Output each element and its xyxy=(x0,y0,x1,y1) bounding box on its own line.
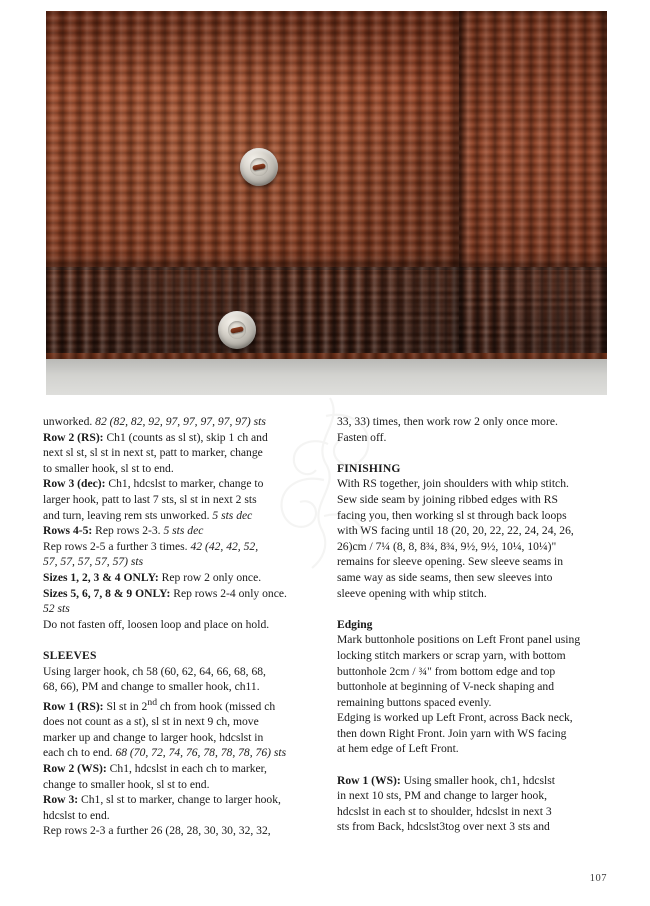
paragraph-spacer xyxy=(337,757,603,773)
text-run: ch from hook (missed ch xyxy=(157,699,276,713)
text-line xyxy=(43,445,309,461)
text-run: remains for sleeve opening. Sew sleeve seams in xyxy=(337,555,564,569)
text-line xyxy=(43,601,309,617)
text-run: sts from Back, hdcslst3tog over next 3 sts and xyxy=(337,820,550,834)
text-run: remaining buttons spaced evenly. xyxy=(337,695,492,709)
text-line xyxy=(43,430,309,446)
text-line xyxy=(43,586,309,602)
text-line xyxy=(337,773,603,789)
text-run: with WS facing until 18 (20, 20, 22, 22, 24, 24, 26, xyxy=(337,524,574,538)
text-run: 5 sts dec xyxy=(163,524,204,538)
text-run: Row 3: xyxy=(43,793,79,807)
text-run: larger hook, patt to last 7 sts, sl st in next 2 sts xyxy=(43,492,257,506)
text-line xyxy=(337,492,603,508)
text-run: Ch1, sl st to marker, change to larger hook, xyxy=(78,793,281,807)
text-run: to smaller hook, sl st to end. xyxy=(43,461,174,475)
text-run: 68 (70, 72, 74, 76, 78, 78, 78, 76) sts xyxy=(115,746,287,760)
text-run: unworked. xyxy=(43,415,96,428)
text-line xyxy=(337,664,603,680)
text-line xyxy=(337,632,603,648)
section-heading-finishing-heading: FINISHING xyxy=(337,461,401,475)
text-line xyxy=(43,476,309,492)
paragraph-spacer xyxy=(337,601,603,617)
text-line xyxy=(337,788,603,804)
text-run: Sizes 5, 6, 7, 8 & 9 ONLY: xyxy=(43,586,171,600)
text-run: next sl st, sl st in next st, patt to marker, change xyxy=(43,446,263,460)
text-line xyxy=(43,792,309,808)
right-text-column xyxy=(337,414,603,835)
text-line xyxy=(337,430,603,446)
text-run: Row 1 (WS): xyxy=(337,773,401,787)
text-line xyxy=(337,710,603,726)
text-line xyxy=(43,745,309,761)
text-run: Row 3 (dec): xyxy=(43,477,106,491)
text-run: Row 1 (RS): xyxy=(43,699,104,713)
text-line xyxy=(337,804,603,820)
page-number: 107 xyxy=(589,873,607,884)
text-run: Using larger hook, ch 58 (60, 62, 64, 66, 68, 68, xyxy=(43,664,266,678)
text-run: Row 2 (WS): xyxy=(43,761,107,775)
text-run: Rep rows 2-5 a further 3 times. xyxy=(43,539,191,553)
text-line xyxy=(43,508,309,524)
text-run: hdcslst to end. xyxy=(43,808,110,822)
text-line xyxy=(337,586,603,602)
text-line xyxy=(43,761,309,777)
paragraph-spacer xyxy=(337,445,603,461)
text-line xyxy=(43,523,309,539)
text-line xyxy=(43,695,309,714)
text-run: buttonhole 2cm / ¾" from bottom edge and top xyxy=(337,664,556,678)
text-run: Ch1, hdcslst to marker, change to xyxy=(105,477,264,491)
text-line xyxy=(337,476,603,492)
text-run: locking stitch markers or scrap yarn, with bottom xyxy=(337,648,566,662)
text-line xyxy=(43,554,309,570)
text-run: Mark buttonhole positions on Left Front panel using xyxy=(337,633,581,647)
text-run: 42 (42, 42, 52, xyxy=(190,539,259,553)
text-line xyxy=(337,819,603,835)
ribbed-hem xyxy=(46,267,607,363)
text-line xyxy=(43,539,309,555)
text-run: same way as side seams, then sew sleeves into xyxy=(337,570,553,584)
text-line xyxy=(43,492,309,508)
text-run: facing you, then working sl st through back loops xyxy=(337,508,567,522)
upper-button-icon xyxy=(240,148,278,186)
text-line xyxy=(337,554,603,570)
photo-backdrop xyxy=(46,359,607,395)
text-run: Row 2 (RS): xyxy=(43,430,104,444)
text-run: does not count as a st), sl st in next 9 ch, move xyxy=(43,715,259,729)
text-run: Fasten off. xyxy=(337,430,387,444)
text-line xyxy=(43,414,309,430)
lower-button-icon xyxy=(218,311,256,349)
text-run: buttonhole at beginning of V-neck shaping and xyxy=(337,680,555,694)
text-line xyxy=(337,695,603,711)
text-run: change to smaller hook, sl st to end. xyxy=(43,777,210,791)
text-line xyxy=(337,570,603,586)
text-run: 26)cm / 7¼ (8, 8, 8¾, 8¾, 9½, 9½, 10¼, 10¼)" xyxy=(337,539,557,553)
pattern-photograph xyxy=(46,11,607,395)
text-run: and turn, leaving rem sts unworked. xyxy=(43,508,213,522)
text-line xyxy=(43,823,309,839)
text-run: Rows 4-5: xyxy=(43,524,93,538)
text-run: each ch to end. xyxy=(43,746,116,760)
text-run: Do not fasten off, loosen loop and place on hold. xyxy=(43,617,270,631)
text-run: 82 (82, 82, 92, 97, 97, 97, 97, 97) sts xyxy=(95,415,266,428)
text-run: at hem edge of Left Front. xyxy=(337,742,459,756)
text-line xyxy=(337,741,603,757)
text-run: nd xyxy=(147,696,158,708)
text-line xyxy=(43,461,309,477)
text-run: 5 sts dec xyxy=(212,508,253,522)
text-run: Ch1 (counts as sl st), skip 1 ch and xyxy=(103,430,268,444)
section-heading-sleeves-heading: SLEEVES xyxy=(43,648,97,662)
text-line xyxy=(43,714,309,730)
text-run: Sizes 1, 2, 3 & 4 ONLY: xyxy=(43,570,159,584)
text-line xyxy=(43,730,309,746)
text-run: 52 sts xyxy=(43,602,70,616)
text-run: Using smaller hook, ch1, hdcslst xyxy=(400,773,556,787)
text-run: Sew side seam by joining ribbed edges with RS xyxy=(337,492,558,506)
text-line xyxy=(43,679,309,695)
text-run: 57, 57, 57, 57, 57) sts xyxy=(43,555,144,569)
text-line xyxy=(43,570,309,586)
text-line xyxy=(337,508,603,524)
text-run: Edging is worked up Left Front, across Back neck, xyxy=(337,711,573,725)
text-line xyxy=(43,617,309,633)
text-line xyxy=(43,664,309,680)
text-run: in next 10 sts, PM and change to larger hook, xyxy=(337,789,548,803)
text-run: 68, 66), PM and change to smaller hook, ch11. xyxy=(43,680,260,694)
text-run: Rep rows 2-3 a further 26 (28, 28, 30, 30, 32, 32, xyxy=(43,824,271,838)
text-run: Rep rows 2-3. xyxy=(92,524,164,538)
text-run: Rep row 2 only once. xyxy=(158,570,262,584)
text-line xyxy=(43,808,309,824)
text-run: 33, 33) times, then work row 2 only once more. xyxy=(337,415,558,428)
text-run: marker up and change to larger hook, hdcslst in xyxy=(43,730,264,744)
text-line xyxy=(337,523,603,539)
text-line xyxy=(337,726,603,742)
text-line xyxy=(337,648,603,664)
text-run: With RS together, join shoulders with whip stitch. xyxy=(337,477,569,491)
text-run: then down Right Front. Join yarn with WS facing xyxy=(337,726,567,740)
text-line xyxy=(43,777,309,793)
text-run: hdcslst in each st to shoulder, hdcslst in next 3 xyxy=(337,804,552,818)
section-heading-edging-heading: Edging xyxy=(337,617,373,631)
text-line xyxy=(337,539,603,555)
text-line xyxy=(337,679,603,695)
text-run: sleeve opening with whip stitch. xyxy=(337,586,487,600)
left-text-column xyxy=(43,414,309,839)
text-run: Ch1, hdcslst in each ch to marker, xyxy=(106,761,267,775)
text-run: Rep rows 2-4 only once. xyxy=(170,586,287,600)
text-line xyxy=(337,414,603,430)
paragraph-spacer xyxy=(43,632,309,648)
text-run: Sl st in 2 xyxy=(103,699,148,713)
